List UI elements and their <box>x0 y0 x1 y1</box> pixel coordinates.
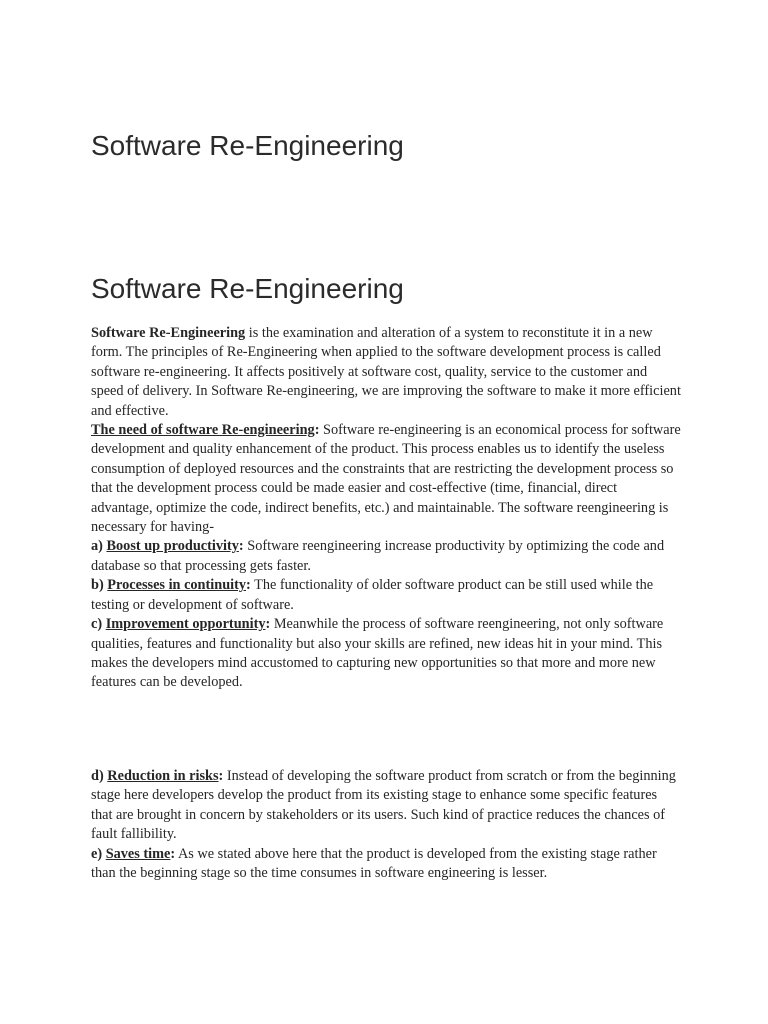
point-b-text: The functionality of older software product can be still used while the testing or development of software. <box>91 577 654 613</box>
point-d <box>91 767 681 845</box>
need-colon: : <box>314 422 320 439</box>
point-c-prefix: c) <box>91 616 106 633</box>
point-d-prefix: d) <box>91 768 108 784</box>
point-c-text: Meanwhile the process of software reengineering, not only software qualities, features and functionality but also your skills are refined, new ideas hit in your mind. This makes the developers mind accustomed to capturing new opportunities so that more and more new features can be developed. <box>91 616 664 691</box>
point-c-colon: : <box>265 616 271 633</box>
point-b-prefix: b) <box>91 577 108 594</box>
point-a-text: Software reengineering increase productivity by optimizing the code and database so that processing gets faster. <box>91 538 665 574</box>
point-a-colon: : <box>238 538 244 555</box>
intro-term: Software Re-Engineering <box>91 325 246 341</box>
section-heading: Software Re-Engineering <box>91 273 404 304</box>
point-e-label: Saves time <box>105 845 171 862</box>
point-a-prefix: a) <box>91 538 107 555</box>
need-paragraph <box>91 421 681 537</box>
point-a-label: Boost up productivity <box>106 538 239 555</box>
point-d-label: Reduction in risks <box>107 768 219 784</box>
point-c <box>91 615 681 693</box>
point-b-label: Processes in continuity <box>107 577 247 594</box>
point-d-colon: : <box>218 768 224 784</box>
point-a <box>91 537 681 576</box>
point-c-label: Improvement opportunity <box>105 616 266 633</box>
intro-paragraph <box>91 324 681 421</box>
body-text-block-lower <box>91 767 681 883</box>
point-d-text: Instead of developing the software product from scratch or from the beginning stage here developers develop the product from its existing stage to enhance some specific features that are brought in concern by stakeholders or its users. Such kind of practice reduces the chances of fault fallibility. <box>91 768 676 843</box>
point-e-text: As we stated above here that the product is developed from the existing stage rather than the beginning stage so the time consumes in software engineering is lesser. <box>91 845 657 882</box>
need-label: The need of software Re-engineering <box>91 422 315 439</box>
point-e-colon: : <box>170 845 176 862</box>
body-text-block-upper <box>91 324 681 693</box>
need-text: Software re-engineering is an economical process for software development and quality enhancement of the product. This process enables us to identify the useless consumption of deployed resources and the constraints that are restricting the development process so that the development process could be made easier and cost-effective (time, financial, direct advantage, optimize the code, indirect benefits, etc.) and maintainable. The software reengineering is necessary for having- <box>91 422 681 536</box>
point-b <box>91 576 681 615</box>
point-b-colon: : <box>246 577 251 594</box>
document-title: Software Re-Engineering <box>91 130 404 161</box>
point-e <box>91 845 681 884</box>
point-e-prefix: e) <box>91 845 106 862</box>
intro-text: is the examination and alteration of a system to reconstitute it in a new form. The principles of Re-Engineering when applied to the software development process is called software re-engineering. It affects positively at software cost, quality, service to the customer and speed of delivery. In Software Re-engineering, we are improving the software to make it more efficient and effective. <box>91 325 681 419</box>
